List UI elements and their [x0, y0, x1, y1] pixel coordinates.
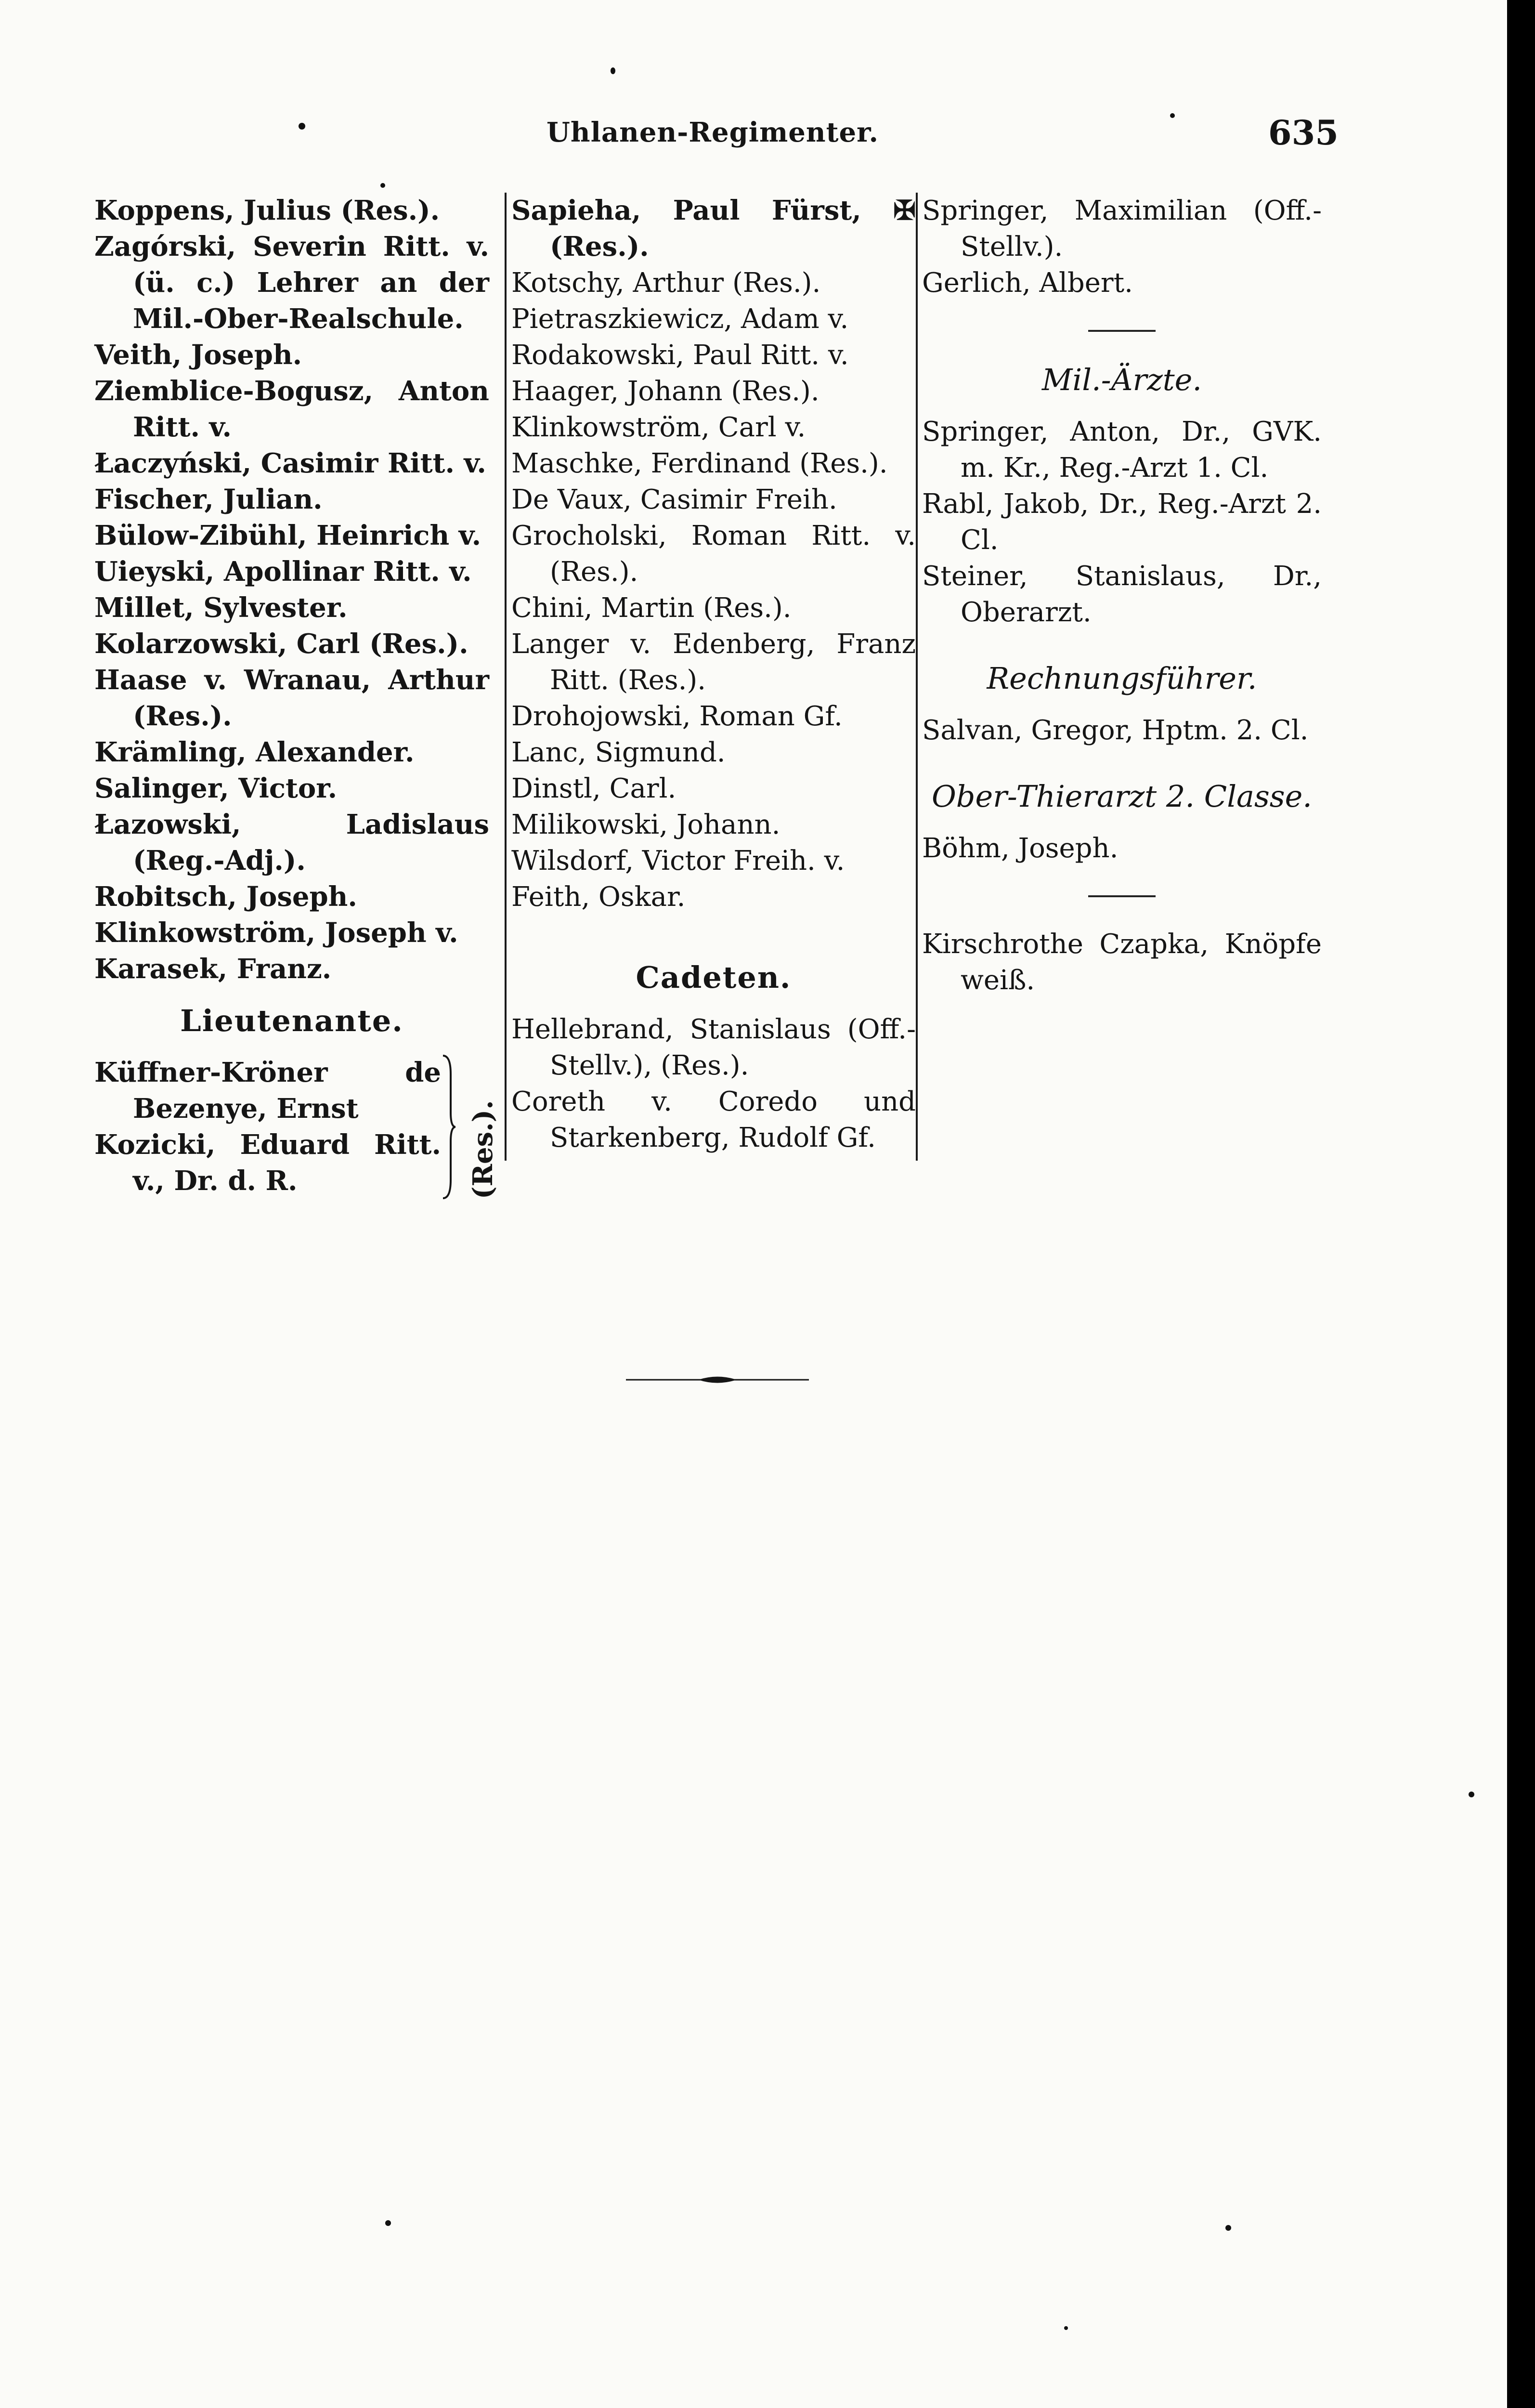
list-item: Koppens, Julius (Res.). — [94, 195, 440, 226]
right-brace-icon — [442, 1055, 456, 1199]
column-2 — [511, 193, 916, 1161]
list-item: Pietraszkiewicz, Adam v. — [511, 303, 849, 335]
list-item: Krämling, Alexander. — [94, 736, 415, 768]
list-item: Millet, Sylvester. — [94, 592, 348, 624]
list-item: Ziemblice-Bogusz, Anton Ritt. v. — [94, 375, 489, 443]
list-item: Wilsdorf, Victor Freih. v. — [511, 845, 845, 877]
list-item: Rodakowski, Paul Ritt. v. — [511, 340, 849, 371]
section-heading-rechnungsfuehrer: Rechnungsführer. — [987, 661, 1257, 696]
list-item: Łazowski, Ladislaus (Reg.-Adj.). — [94, 809, 489, 877]
list-item: Coreth v. Coredo und Starkenberg, Rudolf Gf. — [511, 1086, 916, 1153]
list-item: Robitsch, Joseph. — [94, 881, 357, 913]
scan-speck — [380, 183, 385, 188]
ornament-rule-icon — [626, 1373, 809, 1387]
list-item: Kozicki, Eduard Ritt. v., Dr. d. R. — [94, 1129, 441, 1197]
list-item: Karasek, Franz. — [94, 953, 332, 985]
list-item: Feith, Oskar. — [511, 881, 686, 913]
list-item: Maschke, Ferdinand (Res.). — [511, 448, 888, 479]
list-item: Haase v. Wranau, Arthur (Res.). — [94, 664, 489, 732]
column-3 — [922, 193, 1322, 1161]
list-item: Chini, Martin (Res.). — [511, 592, 792, 624]
scan-border — [1507, 0, 1535, 2408]
list-item: Uieyski, Apollinar Ritt. v. — [94, 556, 472, 588]
brace-label: (Res.). — [467, 1100, 499, 1199]
list-item: Kolarzowski, Carl (Res.). — [94, 628, 468, 660]
list-item: Springer, Anton, Dr., GVK. m. Kr., Reg.-Arzt 1. Cl. — [922, 416, 1322, 484]
list-item: Böhm, Joseph. — [922, 833, 1119, 864]
list-item: Drohojowski, Roman Gf. — [511, 701, 843, 732]
uniform-note: Kirschrothe Czapka, Knöpfe weiß. — [922, 929, 1322, 996]
column-1 — [94, 193, 499, 1199]
page-number: 635 — [1268, 113, 1339, 153]
list-item: Kotschy, Arthur (Res.). — [511, 267, 821, 299]
list-item: Rabl, Jakob, Dr., Reg.-Arzt 2. Cl. — [922, 488, 1322, 556]
scan-speck — [1225, 2225, 1231, 2231]
section-heading-cadeten: Cadeten. — [636, 960, 792, 995]
list-item: Steiner, Stanislaus, Dr., Oberarzt. — [922, 561, 1322, 628]
list-item: Milikowski, Johann. — [511, 809, 781, 840]
section-heading-lieutenante: Lieutenante. — [180, 1003, 403, 1038]
scan-speck — [1064, 2326, 1068, 2330]
list-item: Lanc, Sigmund. — [511, 737, 726, 768]
list-item: Bülow-Zibühl, Heinrich v. — [94, 520, 481, 551]
list-item: Springer, Maximilian (Off.-Stellv.). — [922, 195, 1322, 262]
page-header — [91, 113, 1339, 160]
column-divider — [505, 193, 507, 1161]
scan-speck — [1170, 113, 1175, 118]
list-item: De Vaux, Casimir Freih. — [511, 484, 837, 515]
list-item: Sapieha, Paul Fürst, ✠ (Res.). — [511, 195, 916, 262]
column-divider — [916, 193, 918, 1161]
list-item: Küffner-Kröner de Bezenye, Ernst — [94, 1057, 441, 1125]
list-item: Klinkowström, Carl v. — [511, 412, 806, 443]
list-item: Salinger, Victor. — [94, 772, 338, 804]
scan-speck — [299, 123, 305, 130]
running-title: Uhlanen-Regimenter. — [546, 117, 879, 148]
section-heading-thierarzt: Ober-Thierarzt 2. Classe. — [931, 779, 1313, 814]
list-item: Fischer, Julian. — [94, 484, 323, 515]
scan-speck — [1469, 1792, 1474, 1797]
list-item: Langer v. Edenberg, Franz Ritt. (Res.). — [511, 628, 916, 696]
list-item: Hellebrand, Stanislaus (Off.-Stellv.), (Res.). — [511, 1014, 916, 1081]
bracketed-group — [94, 1055, 499, 1199]
list-item: Klinkowström, Joseph v. — [94, 917, 458, 949]
list-item: Gerlich, Albert. — [922, 267, 1133, 299]
scan-speck — [385, 2220, 391, 2226]
list-item: Grocholski, Roman Ritt. v. (Res.). — [511, 520, 916, 588]
list-item: Łaczyński, Casimir Ritt. v. — [94, 447, 486, 479]
scan-speck — [611, 67, 615, 74]
list-item: Salvan, Gregor, Hptm. 2. Cl. — [922, 715, 1309, 746]
list-item: Zagórski, Severin Ritt. v. (ü. c.) Lehrer an der Mil.-Ober-Realschule. — [94, 231, 489, 335]
section-heading-mil-aerzte: Mil.-Ärzte. — [1041, 362, 1202, 397]
list-item: Veith, Joseph. — [94, 339, 302, 371]
list-item: Dinstl, Carl. — [511, 773, 676, 804]
list-item: Haager, Johann (Res.). — [511, 376, 820, 407]
